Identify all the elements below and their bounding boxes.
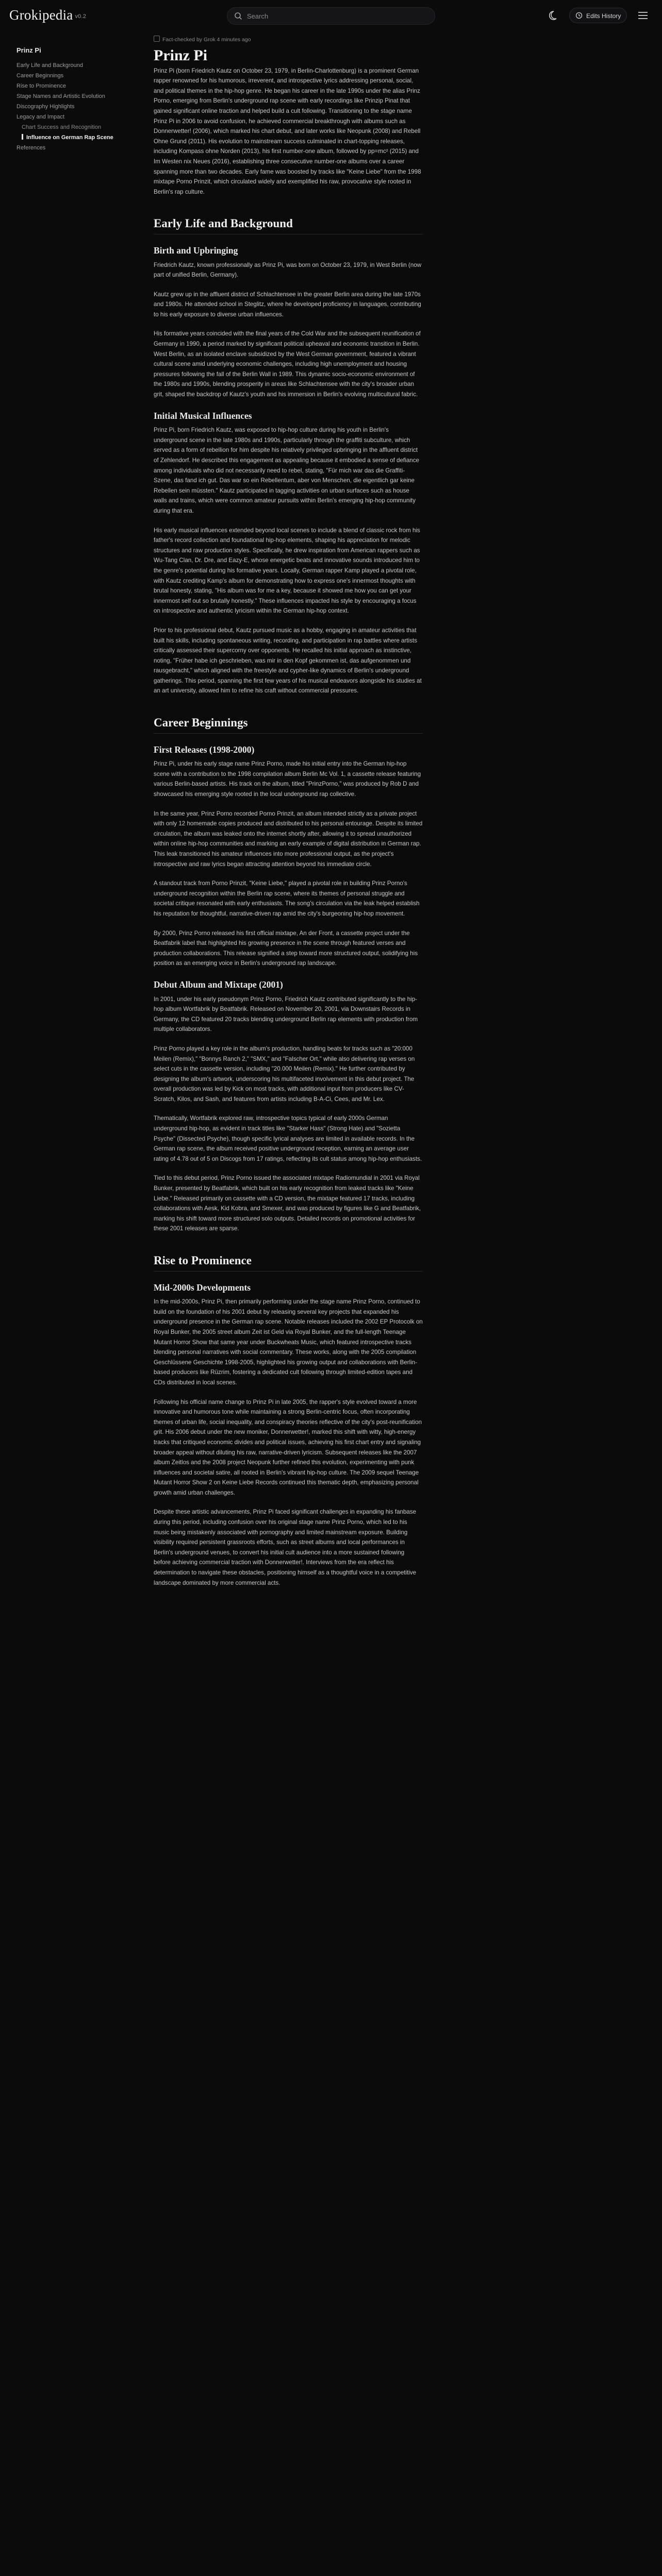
paragraph: Following his official name change to Prinz Pi in late 2005, the rapper's style evolved toward a more innovative and humorous tone while maintaining a strong Berlin-centric focus, often incorporating themes of urban life, social inequality, and conspiracy theories reflective of the city's post-reunification grit. His 2006 debut under the new moniker, Donnerwetter!, marked this shift with witty, high-energy tracks that critiqued economic divides and political issues, achieving his first chart entry and signaling broader appeal without diluting his raw, narrative-driven lyricism. Subsequent releases like the 2007 album Zeitlos and the 2008 project Neopunk further refined this evolution, experimenting with punk influences and societal satire, all rooted in Berlin's vibrant hip-hop culture. The 2009 sequel Teenage Mutant Horror Show 2 on Keine Liebe Records continued this thematic depth, emphasizing personal growth amid urban challenges.: [154, 1398, 422, 1496]
fact-check-text: Fact-checked by Grok 4 minutes ago: [162, 37, 251, 43]
subsection-heading: Mid-2000s Developments: [154, 1282, 251, 1293]
paragraph: Prinz Porno played a key role in the album's production, handling beats for tracks such as "20:000 Meilen (Remix)," "Bonnys Ranch 2," "SMX," and "Falscher Ort," while also delivering rap verses on select cuts in the cassette version, including "20.000 Meilen (Remix)." He further contributed by designing the album's artwork, underscoring his multifaceted involvement in this debut project. The overall production was led by Kick on most tracks, with additional input from producers like CV-Scratch, Kilos, and Sash, and features from artists including B-A-Ci, Cees, and Mr. Lex.: [154, 1045, 415, 1103]
paragraph: Tied to this debut period, Prinz Porno issued the associated mixtape Radiomundial in 2001 via Royal Bunker, presented by Beatfabrik, which built on his early recognition from leaked tracks like "Keine Liebe." Released primarily on cassette with a CD version, the mixtape featured 17 tracks, including collaborations with Aesk, Kid Kobra, and Smexer, and was produced by figures like G and Beatfabrik, marking his shift toward more structured solo outputs. Detailed records on promotional activities for these 2001 releases are sparse.: [154, 1175, 421, 1232]
edit-history-label: Edits History: [586, 12, 621, 20]
paragraph: Prinz Pi, born Friedrich Kautz, was exposed to hip-hop culture during his youth in Berlin's underground scene in the late 1980s and 1990s, particularly through the graffiti subculture, which served as a form of rebellion for him despite his relatively privileged upbringing in the affluent district of Zehlendorf. He described this engagement as appealing because it embodied a sense of defiance among individuals who did not necessarily need to rebel, stating, "Für mich war das die Graffiti-Szene, das fand ich gut. Das war so ein Rebellentum, aber von Menschen, die eigentlich gar keine Rebellen sein müssten." Kautz participated in tagging activities on urban surfaces such as house walls and trains, which were common amateur pursuits within Berlin's emerging hip-hop community during that era.: [154, 427, 419, 514]
edit-history-icon: [575, 12, 583, 19]
paragraph: Kautz grew up in the affluent district of Schlachtensee in the greater Berlin area during the late 1970s and 1980s. He attended school in Steglitz, where he developed proficiency in languages, contributing to his early exposure to diverse urban influences.: [154, 291, 421, 318]
theme-toggle-icon[interactable]: [547, 10, 558, 21]
toc-item[interactable]: Stage Names and Artistic Evolution: [16, 93, 105, 99]
search-icon: [234, 12, 242, 20]
toc-item[interactable]: Career Beginnings: [16, 73, 64, 79]
fact-check-line: [154, 34, 423, 45]
toc-item[interactable]: Legacy and Impact: [16, 114, 64, 120]
page-title: Prinz Pi: [154, 47, 208, 64]
paragraph: By 2000, Prinz Porno released his first official mixtape, An der Front, a cassette project under the Beatfabrik label that highlighted his growing presence in the scene through featured verses and production collaborations. This release signified a step toward more structured output, solidifying his position as an emerging voice in Berlin's underground rap landscape.: [154, 929, 418, 967]
search-input[interactable]: [227, 7, 435, 25]
toc-title[interactable]: Prinz Pi: [16, 46, 41, 54]
paragraph: A standout track from Porno Prinzit, "Keine Liebe," played a pivotal role in building Prinz Porno's underground recognition within the Berlin rap scene, where its themes of personal struggle and societal critique resonated with early enthusiasts. The song's circulation via the leak helped establish his reputation for thoughtful, narrative-driven rap amid the city's burgeoning hip-hop movement.: [154, 880, 420, 917]
version-badge: v0.2: [75, 13, 87, 20]
subsection-heading: Debut Album and Mixtape (2001): [154, 979, 283, 990]
paragraph: Prinz Pi, under his early stage name Prinz Porno, made his initial entry into the German hip-hop scene with a contribution to the 1998 compilation album Berlin Mc Vol. 1, a cassette release featuring various Berlin-based artists. His track on the album, titled "PrinzPorno," was produced by Rob D and showcased his emerging style rooted in the local underground rap collective.: [154, 760, 421, 798]
paragraph: Despite these artistic advancements, Prinz Pi faced significant challenges in expanding his fanbase during this period, including confusion over his original stage name Prinz Porno, which led to his music being mistakenly associated with pornography and limited mainstream exposure. Building visibility required persistent grassroots efforts, such as street albums and local performances in Berlin's underground venues, to convert his initial cult audience into a more sustained following before achieving commercial traction with Donnerwetter!. Interviews from the era reflect his determination to navigate these obstacles, positioning himself as a thoughtful voice in a competitive landscape dominated by more commercial acts.: [154, 1509, 417, 1586]
paragraph: Prior to his professional debut, Kautz pursued music as a hobby, engaging in amateur activities that built his skills, including spontaneous writing, recording, and participation in rap battles where artists critically assessed their supercorny over opponents. He recalled his initial approach as instinctive, noting, "Früher habe ich geschrieben, was mir in den Kopf gekommen ist, das aufgenommen und rausgebracht," which aligned with the freestyle and cypher-like dynamics of Berlin's underground gatherings. This period, spanning the first few years of his musical endeavors alongside his studies at an art university, allowed him to refine his craft without commercial pressures.: [154, 626, 422, 694]
paragraph: In the same year, Prinz Porno recorded Porno Prinzit, an album intended strictly as a private project with only 12 homemade copies produced and distributed to his personal entourage. Despite its limited circulation, the album was leaked onto the internet shortly after, allowing it to spread unauthorized within online hip-hop communities and marking an early example of digital distribution in German rap. This leak transitioned his amateur influences into more professional output, as the project's introspective and raw lyrics began attracting attention beyond his immediate circle.: [154, 810, 423, 868]
article: [154, 31, 423, 1597]
paragraph: His formative years coincided with the final years of the Cold War and the subsequent reunification of Germany in 1990, a period marked by significant political upheaval and economic transition in Berlin. West Berlin, as an isolated enclave subsidized by the West German government, featured a vibrant cultural scene amid underlying economic challenges, including high unemployment and housing pressures following the fall of the Berlin Wall in 1989. This dynamic socio-economic environment of the 1980s and 1990s, blending prosperity in areas like Schlachtensee with the city's broader urban grit, shaped the backdrop of Kautz's youth and his immersion in Berlin's evolving multicultural fabric.: [154, 330, 421, 398]
paragraph: His early musical influences extended beyond local scenes to include a blend of classic rock from his father's record collection and foundational hip-hop elements, shaping his appreciation for melodic structures and raw production styles. Specifically, he drew inspiration from American rappers such as Wu-Tang Clan, Dr. Dre, and Eazy-E, whose energetic beats and innovative sounds introduced him to the genre's potential during his formative years. Locally, German rapper Kamp played a pivotal role, with Kautz crediting Kamp's album for demonstrating how to express one's innermost thoughts with brutal honesty, stating, "His album was for me a key, because it showed me how you can get your innermost self out so brutally honestly." These influences impacted his style by encouraging a focus on introspective and authentic lyricism within the German hip-hop context.: [154, 527, 420, 615]
fact-check-icon: [154, 36, 160, 42]
subsection-heading: First Releases (1998-2000): [154, 744, 255, 755]
toc-item[interactable]: References: [16, 145, 46, 151]
section-heading: Early Life and Background: [154, 218, 423, 234]
paragraph: In 2001, under his early pseudonym Prinz Porno, Friedrich Kautz contributed significantly to the hip-hop album Wortfabrik by Beatfabrik. Released on November 20, 2001, via Downstairs Records in Germany, the CD featured 20 tracks blending underground Berlin rap elements with production from multiple collaborators.: [154, 995, 418, 1033]
top-bar: [0, 0, 662, 33]
intro-paragraph: Prinz Pi (born Friedrich Kautz on October 23, 1979, in Berlin-Charlottenburg) is a prominent German rapper renowned for his humorous, irreverent, and introspective lyrics addressing personal, social, and political themes in the hip-hop genre. He began his career in the late 1990s under the alias Prinz Porno, emerging from Berlin's underground rap scene with early recordings like Prinzip Pinat that gained significant online traction and helped build a cult following. Transitioning to the stage name Prinz Pi in 2006 to avoid confusion, he achieved commercial breakthrough with albums such as Donnerwetter! (2006), which marked his chart debut, and later works like Neopunk (2008) and Rebell Ohne Grund (2011). His evolution to mainstream success culminated in chart-topping releases, including Kompass ohne Norden (2013), his first number-one album, followed by pp=mc² (2015) and Im Westen nix Neues (2016), establishing three consecutive number-one albums over a career spanning more than two decades. Early fame was boosted by tracks like "Keine Liebe" from the 1998 mixtape Porno Prinzit, which circulated widely and exemplified his raw, provocative style rooted in Berlin's rap culture.: [154, 67, 421, 195]
toc-item[interactable]: Influence on German Rap Scene: [16, 132, 119, 143]
toc-item[interactable]: Discography Highlights: [16, 104, 75, 110]
toc-list: [16, 60, 119, 153]
article-sections: [154, 218, 423, 1588]
edit-history-button[interactable]: [569, 8, 627, 23]
paragraph: Friedrich Kautz, known professionally as Prinz Pi, was born on October 23, 1979, in West Berlin (now part of unified Berlin, Germany).: [154, 261, 422, 279]
brand-name[interactable]: Grokipedia: [9, 7, 73, 23]
toc-item[interactable]: Rise to Prominence: [16, 83, 66, 89]
subsection-heading: Birth and Upbringing: [154, 245, 238, 256]
article-intro: [154, 66, 423, 197]
paragraph: Thematically, Wortfabrik explored raw, introspective topics typical of early 2000s German underground hip-hop, as evident in track titles like "Starker Hass" (Strong Hate) and "Sozietta Psyche" (Dissected Psyche), though specific lyrical analyses are limited in available records. In the German rap scene, the album received positive underground reception, earning an average user rating of 4.78 out of 5 on Discogs from 17 ratings, reflecting its cult status among hip-hop enthusiasts.: [154, 1115, 422, 1162]
table-of-contents: [0, 36, 119, 153]
section-heading: Career Beginnings: [154, 718, 423, 734]
site-logo[interactable]: [9, 7, 86, 23]
subsection-heading: Initial Musical Influences: [154, 410, 252, 421]
paragraph: In the mid-2000s, Prinz Pi, then primarily performing under the stage name Prinz Porno, continued to build on the foundation of his 2001 debut by releasing several key projects that expanded his underground presence in the German rap scene. Notable releases included the 2002 EP Protocolk on Royal Bunker, the 2005 street album Zeit ist Geld via Royal Bunker, and the full-length Teenage Mutant Horror Show that same year under Buckwheats Music, which featured introspective tracks blending personal narratives with social commentary. These works, along with the 2005 compilation Geschlüssene Geschichte 1998-2005, highlighted his growing output and collaborations with Berlin-based producers like Rüzrim, fostering a dedicated cult following through limited-edition tapes and CDs distributed in local scenes.: [154, 1298, 423, 1386]
section-heading: Rise to Prominence: [154, 1256, 423, 1272]
toc-item[interactable]: Chart Success and Recognition: [22, 124, 102, 130]
menu-icon[interactable]: [637, 10, 649, 21]
toc-item[interactable]: Early Life and Background: [16, 62, 84, 69]
search-placeholder: Search: [247, 12, 269, 20]
